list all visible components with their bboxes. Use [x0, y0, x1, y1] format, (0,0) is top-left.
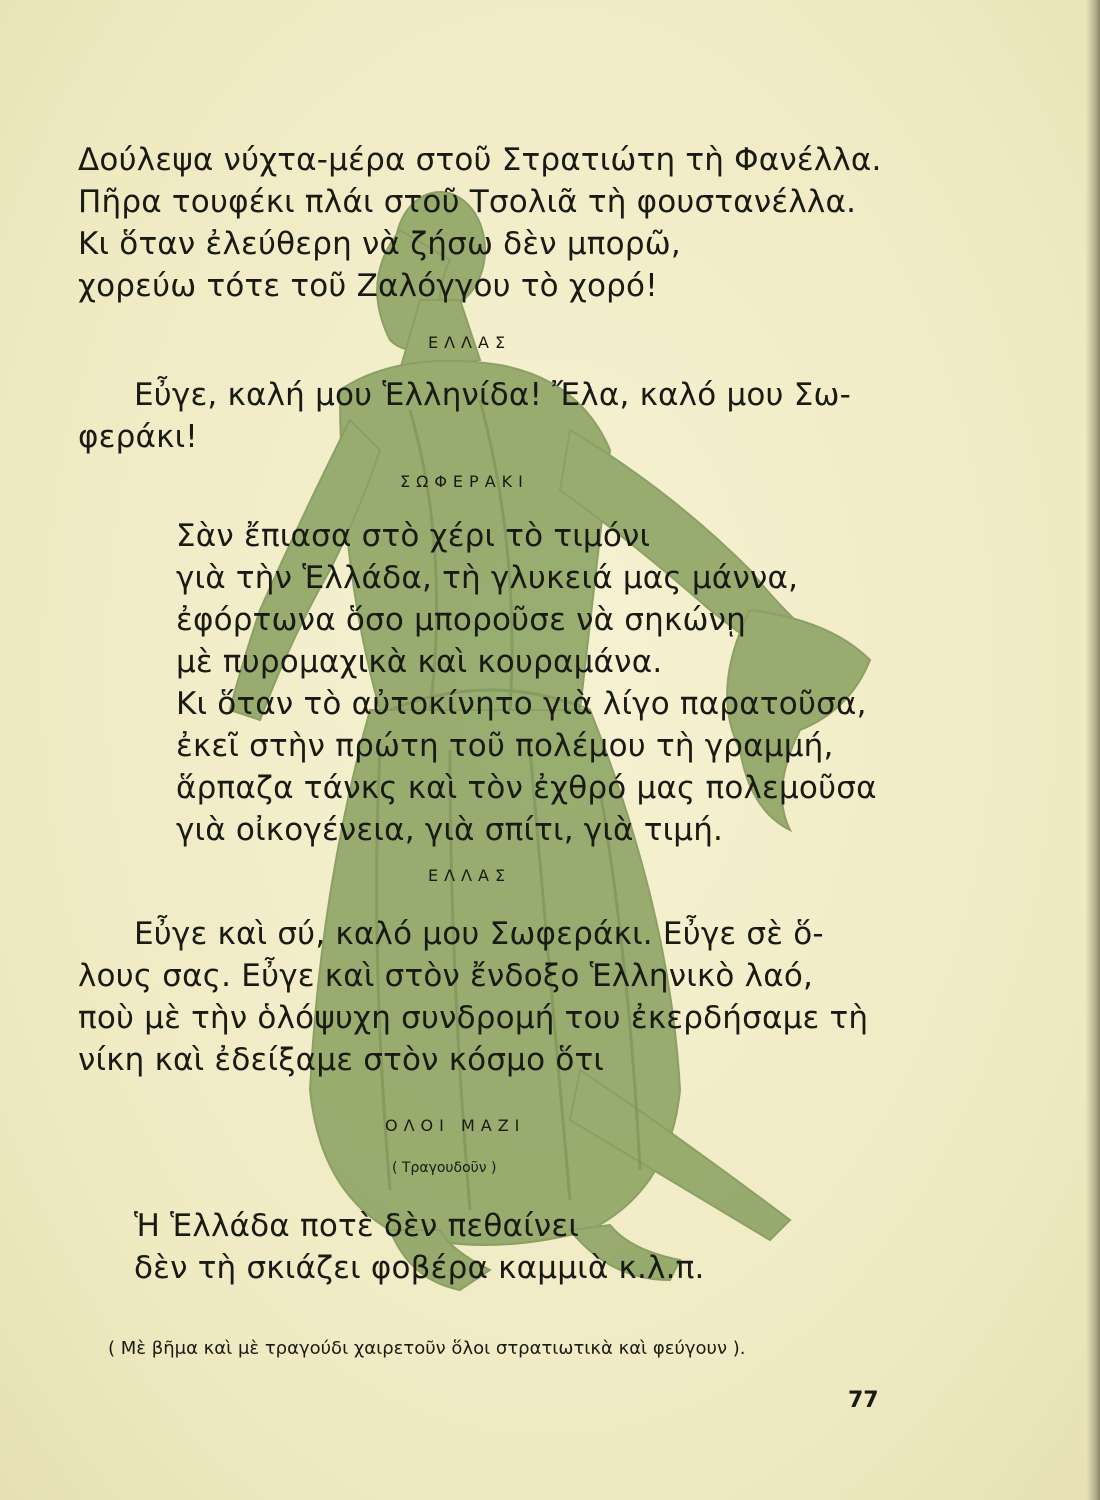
verse-1-line: Πῆρα τουφέκι πλάι στοῦ Τσολιᾶ τὴ φουστανέλλα.	[78, 184, 857, 220]
speech-2-line: λους σας. Εὖγε καὶ στὸν ἔνδοξο Ἑλληνικὸ λαό,	[78, 958, 814, 994]
verse-2-line: ἐκεῖ στὴν πρώτη τοῦ πολέμου τὴ γραμμή,	[176, 728, 834, 764]
speech-2-line: νίκη καὶ ἐδείξαμε στὸν κόσμο ὅτι	[78, 1042, 605, 1078]
song-line: Ἡ Ἑλλάδα ποτὲ δὲν πεθαίνει	[134, 1208, 580, 1244]
verse-2-line: γιὰ τὴν Ἑλλάδα, τὴ γλυκειά μας μάννα,	[176, 560, 799, 596]
verse-1-line: χορεύω τότε τοῦ Ζαλόγγου τὸ χορό!	[78, 268, 658, 304]
verse-2-line: Κι ὅταν τὸ αὐτοκίνητο γιὰ λίγο παρατοῦσα,	[176, 686, 867, 722]
stage-direction: ( Τραγουδοῦν )	[392, 1160, 497, 1176]
page-number: 77	[848, 1388, 879, 1413]
verse-2-line: γιὰ οἰκογένεια, γιὰ σπίτι, γιὰ τιμή.	[176, 812, 724, 848]
verse-2-line: ἐφόρτωνα ὅσο μποροῦσε νὰ σηκώνῃ	[176, 602, 746, 638]
verse-1-line: Δούλεψα νύχτα-μέρα στοῦ Στρατιώτη τὴ Φανέλλα.	[78, 142, 882, 178]
speech-1-line: Εὖγε, καλή μου Ἑλληνίδα! Ἔλα, καλό μου Σω-	[134, 377, 852, 413]
speech-2-line: Εὖγε καὶ σύ, καλό μου Σωφεράκι. Εὖγε σὲ ὅ-	[134, 916, 824, 952]
song-line: δὲν τὴ σκιάζει φοβέρα καμμιὰ κ.λ.π.	[134, 1250, 705, 1286]
speaker-heading: ΟΛΟΙ ΜΑΖΙ	[385, 1116, 526, 1135]
speaker-heading: ΕΛΛΑΣ	[428, 866, 512, 885]
verse-1-line: Κι ὅταν ἐλεύθερη νὰ ζήσω δὲν μπορῶ,	[78, 226, 681, 262]
page-binding-edge	[1086, 0, 1100, 1500]
speech-1-line: φεράκι!	[78, 419, 198, 455]
verse-2-line: ἅρπαζα τάνκς καὶ τὸν ἐχθρό μας πολεμοῦσα	[176, 770, 877, 806]
speech-2-line: ποὺ μὲ τὴν ὁλόψυχη συνδρομή του ἐκερδήσαμε τὴ	[78, 1000, 869, 1036]
closing-stage-direction: ( Μὲ βῆμα καὶ μὲ τραγούδι χαιρετοῦν ὅλοι στρατιωτικὰ καὶ φεύγουν ).	[108, 1338, 746, 1359]
verse-2-line: μὲ πυρομαχικὰ καὶ κουραμάνα.	[176, 644, 663, 680]
verse-2-line: Σὰν ἔπιασα στὸ χέρι τὸ τιμόνι	[176, 518, 651, 554]
speaker-heading: ΣΩΦΕΡΑΚΙ	[400, 472, 529, 491]
speaker-heading: ΕΛΛΑΣ	[428, 333, 512, 352]
